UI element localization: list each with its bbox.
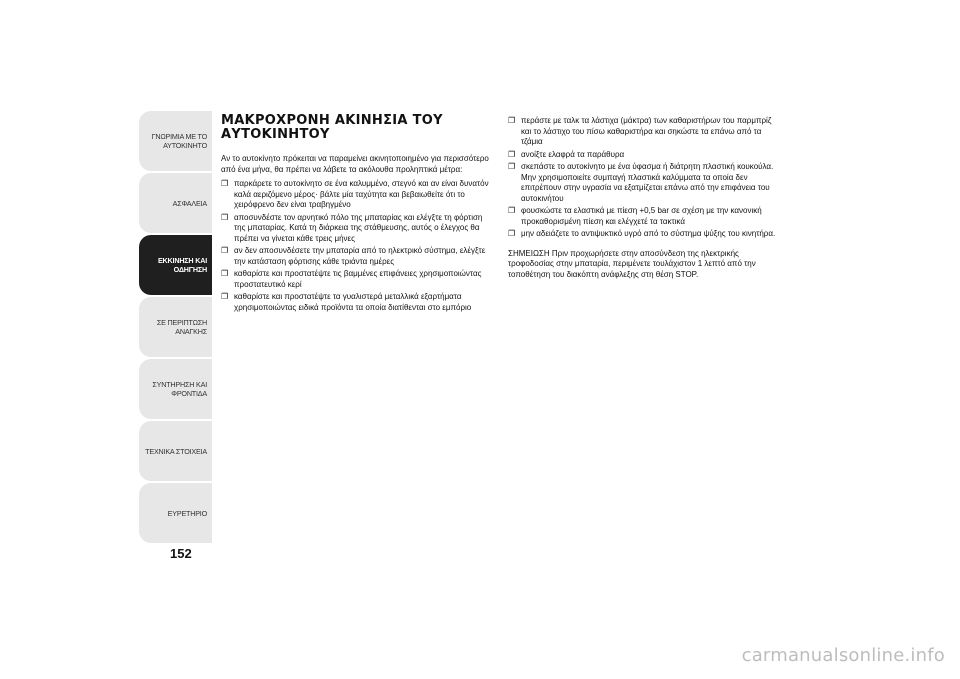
tab-label: ΤΕΧΝΙΚΑ ΣΤΟΙΧΕΙΑ <box>145 446 207 456</box>
checkbox-bullet-icon: ❐ <box>221 269 229 278</box>
list-item-text: φουσκώστε τα ελαστικά με πίεση +0,5 bar σε σχέση με την κανονική προκαθορισμένη πίεση και ελέγχετέ τα τακτικά <box>521 206 762 226</box>
list-item <box>221 292 496 313</box>
tab-in-emergency[interactable] <box>139 297 212 357</box>
checkbox-bullet-icon: ❐ <box>508 116 516 125</box>
watermark: carmanualsonline.info <box>741 645 945 666</box>
list-item-text: ανοίξτε ελαφρά τα παράθυρα <box>521 149 625 159</box>
list-item-text: αποσυνδέστε τον αρνητικό πόλο της μπαταρίας και ελέγξτε τη φόρτιση της μπαταρίας. Κατά τη διάρκεια της στάθμευσης, αυτός ο έλεγχος θα πρέπει να γίνεται κάθε τρεις μήνες <box>234 212 483 243</box>
checkbox-bullet-icon: ❐ <box>221 292 229 301</box>
checkbox-bullet-icon: ❐ <box>221 246 229 255</box>
tab-label: ΕΚΚΙΝΗΣΗ ΚΑΙ ΟΔΗΓΗΣΗ <box>157 256 207 274</box>
tab-starting-and-driving[interactable] <box>139 235 212 295</box>
tab-safety[interactable] <box>139 173 212 233</box>
intro-paragraph: Αν το αυτοκίνητο πρόκειται να παραμείνει ακινητοποιημένο για περισσότερο από ένα μήνα, θα πρέπει να λάβετε τα ακόλουθα προληπτικά μέτρα: <box>221 154 489 174</box>
left-column <box>221 114 496 315</box>
list-item <box>508 229 783 240</box>
list-item <box>508 150 783 161</box>
checkbox-bullet-icon: ❐ <box>221 212 229 222</box>
list-item <box>221 269 496 290</box>
tab-index[interactable] <box>139 483 212 543</box>
list-item-text: παρκάρετε το αυτοκίνητο σε ένα καλυμμένο, στεγνό και αν είναι δυνατόν καλά αεριζόμενο μέρος· βάλτε μία ταχύτητα και βεβαιωθείτε ότι το χειρόφρενο δεν είναι τραβηγμένο <box>234 179 489 209</box>
list-item <box>508 162 783 204</box>
list-item <box>221 246 496 267</box>
checkbox-bullet-icon: ❐ <box>508 229 516 238</box>
tab-maintenance-and-care[interactable] <box>139 359 212 419</box>
tab-technical-specifications[interactable] <box>139 421 212 481</box>
checkbox-bullet-icon: ❐ <box>508 206 516 215</box>
tab-label: ΣΕ ΠΕΡΙΠΤΩΣΗ ΑΝΑΓΚΗΣ <box>156 318 207 336</box>
tab-label: ΣΥΝΤΗΡΗΣΗ ΚΑΙ ΦΡΟΝΤΙΔΑ <box>152 380 207 398</box>
section-title: ΜΑΚΡΟΧΡΟΝΗ ΑΚΙΝΗΣΙΑ ΤΟΥ ΑΥΤΟΚΙΝΗΤΟΥ <box>221 113 443 142</box>
list-item-text: μην αδειάζετε το αντιψυκτικό υγρό από το σύστημα ψύξης του κινητήρα. <box>521 229 776 238</box>
right-column <box>508 116 783 288</box>
tab-label: ΕΥΡΕΤΗΡΙΟ <box>167 508 207 518</box>
page-number: 152 <box>170 546 192 561</box>
note-paragraph: ΣΗΜΕΙΩΣΗ Πριν προχωρήσετε στην αποσύνδεση της ηλεκτρικής τροφοδοσίας στην μπαταρία, περιμένετε τουλάχιστον 1 λεπτό από την τοποθέτηση του διακόπτη ανάφλεξης στη θέση STOP. <box>508 248 756 279</box>
list-item <box>508 206 783 227</box>
checkbox-bullet-icon: ❐ <box>508 162 516 171</box>
list-item <box>508 116 783 148</box>
tab-label: ΑΣΦΑΛΕΙΑ <box>172 198 207 208</box>
checkbox-bullet-icon: ❐ <box>221 179 229 188</box>
tab-label: ΓΝΩΡΙΜΙΑ ΜΕ ΤΟ ΑΥΤΟΚΙΝΗΤΟ <box>151 132 207 150</box>
list-item <box>221 179 496 211</box>
tab-getting-to-know-car[interactable] <box>139 111 212 171</box>
list-item-text: περάστε με ταλκ τα λάστιχα (μάκτρα) των καθαριστήρων του παρμπρίζ και το λάστιχο του πίσω καθαριστήρα και σηκώστε τα επάνω από τα τζάμια <box>521 116 772 146</box>
list-item-text: καθαρίστε και προστατέψτε τις βαμμένες επιφάνειες χρησιμοποιώντας προστατευτικό κερί <box>234 269 482 289</box>
checkbox-bullet-icon: ❐ <box>508 149 516 159</box>
list-item <box>221 213 496 245</box>
list-item-text: αν δεν αποσυνδέσετε την μπαταρία από το ηλεκτρικό σύστημα, ελέγξτε την κατάσταση φόρτισης κάθε τριάντα ημέρες <box>234 246 486 266</box>
list-item-text: σκεπάστε το αυτοκίνητο με ένα ύφασμα ή διάτρητη πλαστική κουκούλα. Μην χρησιμοποιείτε συμπαγή πλαστικά καλύμματα τα οποία δεν επιτρέπουν στην υγρασία να εξατμίζεται επάνω από την επιφάνεια του αυτοκινήτου <box>521 162 774 203</box>
list-item-text: καθαρίστε και προστατέψτε τα γυαλιστερά μεταλλικά εξαρτήματα χρησιμοποιώντας ειδικά προϊόντα τα οποία διατίθενται στο εμπόριο <box>234 292 472 312</box>
